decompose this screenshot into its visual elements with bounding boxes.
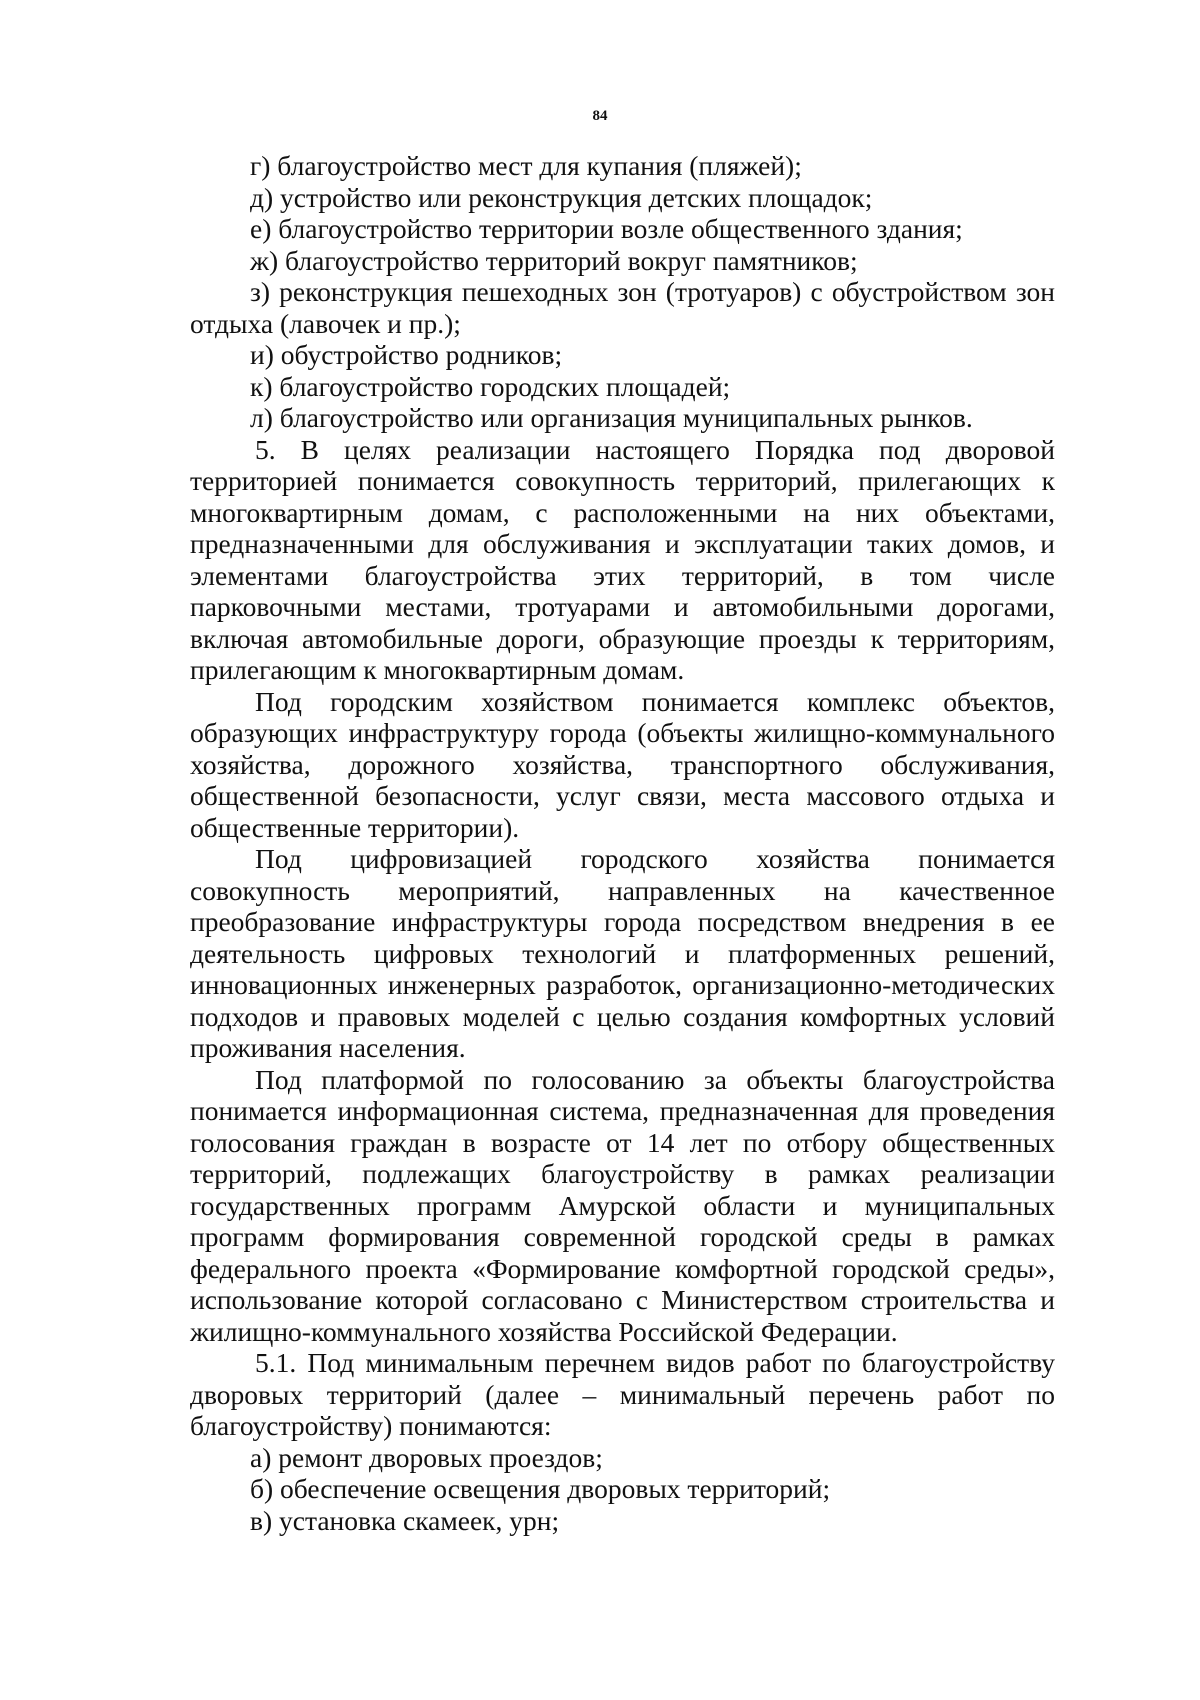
document-body [190, 150, 1055, 1536]
paragraph-city-economy: Под городским хозяйством понимается комплекс объектов, образующих инфраструктуру города (объекты жилищно-коммунального хозяйства, дорожного хозяйства, транспортного обслуживания, общественной безопасности, услуг связи, места массового отдыха и общественные территории). [190, 685, 1055, 843]
paragraph-yard-territory: 5. В целях реализации настоящего Порядка под дворовой территорией понимается совокупность территорий, прилегающих к многоквартирным домам, с расположенными на них объектами, предназначенными для обслуживания и эксплуатации таких домов, и элементами благоустройства этих территорий, в том числе парковочными местами, тротуарами и автомобильными дорогами, включая автомобильные дороги, образующие проезды к территориям, прилегающим к многоквартирным домам. [190, 433, 1055, 685]
list-item: и) обустройство родников; [250, 339, 563, 370]
page-number: 84 [592, 108, 608, 124]
list-item: г) благоустройство мест для купания (пляжей); [250, 150, 802, 181]
list-item: а) ремонт дворовых проездов; [250, 1441, 603, 1473]
list-item: б) обеспечение освещения дворовых территорий; [250, 1473, 831, 1504]
list-item: л) благоустройство или организация муниципальных рынков. [250, 402, 973, 433]
list-item: в) установка скамеек, урн; [250, 1504, 560, 1536]
paragraph-minimal-list: 5.1. Под минимальным перечнем видов работ по благоустройству дворовых территорий (далее – минимальный перечень работ по благоустройству) понимаются: [190, 1347, 1055, 1441]
paragraph-digitalization: Под цифровизацией городского хозяйства понимается совокупность мероприятий, направленных на качественное преобразование инфраструктуры города посредством внедрения в ее деятельность цифровых технологий и платформенных решений, инновационных инженерных разработок, организационно-методических подходов и правовых моделей с целью создания комфортных условий проживания населения. [190, 843, 1055, 1063]
list-item: ж) благоустройство территорий вокруг памятников; [250, 244, 858, 276]
list-item: к) благоустройство городских площадей; [250, 370, 731, 402]
list-item: е) благоустройство территории возле общественного здания; [250, 213, 963, 244]
list-item: д) устройство или реконструкция детских площадок; [250, 181, 873, 213]
paragraph-voting-platform: Под платформой по голосованию за объекты благоустройства понимается информационная система, предназначенная для проведения голосования граждан в возрасте от 14 лет по отбору общественных территорий, подлежащих благоустройству в рамках реализации государственных программ Амурской области и муниципальных программ формирования современной городской среды в рамках федерального проекта «Формирование комфортной городской среды», использование которой согласовано с Министерством строительства и жилищно-коммунального хозяйства Российской Федерации. [190, 1063, 1055, 1347]
list-item: з) реконструкция пешеходных зон (тротуаров) с обустройством зон отдыха (лавочек и пр.); [190, 276, 1055, 339]
